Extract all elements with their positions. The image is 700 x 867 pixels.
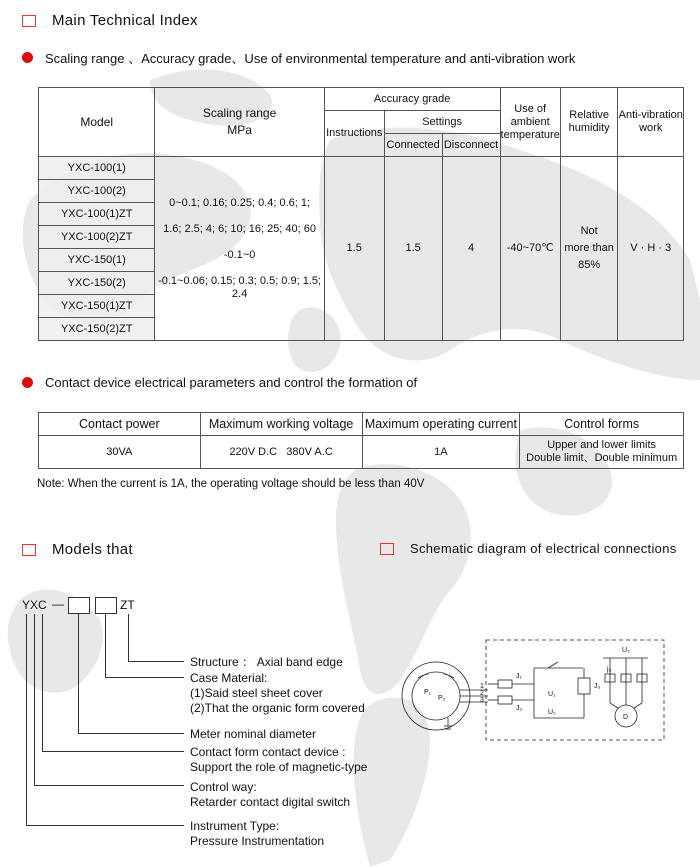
control-value — [520, 436, 684, 469]
desc-instrument — [190, 819, 324, 849]
desc-line: Instrument Type: — [190, 819, 280, 833]
label-d: D — [623, 714, 629, 721]
header-accuracy: Accuracy grade — [324, 88, 500, 111]
bullet-scaling — [22, 48, 575, 67]
desc-line: Support the role of magnetic-type — [190, 760, 368, 774]
header-vibration: Anti-vibration work — [618, 88, 684, 157]
red-dot-icon — [22, 52, 33, 63]
header-max-current: Maximum operating current — [362, 413, 520, 436]
model-cell: YXC-100(2) — [39, 180, 155, 203]
desc-line: Contact form contact device : — [190, 745, 346, 759]
section-title: Models that — [52, 541, 133, 558]
instructions-value: 1.5 — [324, 157, 384, 341]
leader-line — [42, 614, 43, 752]
header-model: Model — [39, 88, 155, 157]
humidity-line: Not — [580, 225, 598, 237]
model-cell: YXC-100(1)ZT — [39, 203, 155, 226]
section-models — [22, 541, 133, 558]
code-box-material — [95, 597, 117, 614]
temperature-value: -40~70℃ — [500, 157, 560, 341]
model-cell: YXC-150(2) — [39, 272, 155, 295]
section-title: Schematic diagram of electrical connections — [410, 541, 677, 556]
code-dash: — — [52, 597, 64, 611]
label-u1: U₁ — [548, 691, 556, 698]
bullet-contact — [22, 375, 417, 390]
humidity-line: more than — [564, 242, 614, 254]
label-j2: J₂ — [516, 705, 523, 712]
leader-line — [34, 614, 35, 786]
schematic-enclosure — [486, 640, 664, 740]
header-max-voltage: Maximum working voltage — [200, 413, 362, 436]
relay-j1 — [498, 680, 512, 688]
control-line: Upper and lower limits — [547, 439, 657, 451]
leader-line — [78, 733, 184, 734]
desc-line: (2)That the organic form covered — [190, 701, 365, 715]
electrical-schematic — [398, 638, 668, 743]
desc-line: Control way: — [190, 780, 257, 794]
code-prefix: YXC — [22, 598, 47, 612]
label-j1: J₁ — [516, 673, 522, 680]
model-cell: YXC-150(1) — [39, 249, 155, 272]
range-line: 0~0.1; 0.16; 0.25; 0.4; 0.6; 1; — [169, 196, 311, 209]
leader-line — [105, 677, 184, 678]
desc-control — [190, 780, 350, 810]
desc-structure: Structure ： Axial band edge — [190, 655, 343, 669]
code-box-diameter — [68, 597, 90, 614]
bullet-text: Scaling range 、Accuracy grade、Use of environmental temperature and anti-vibration work — [45, 51, 576, 66]
label-u2: U₂ — [548, 709, 556, 716]
red-square-icon — [380, 543, 394, 555]
leader-line — [105, 614, 106, 678]
leader-line — [26, 825, 184, 826]
header-scaling — [155, 88, 324, 157]
model-cell: YXC-150(2)ZT — [39, 318, 155, 341]
label-n2: 2 — [480, 690, 484, 697]
leader-line — [42, 751, 184, 752]
model-cell: YXC-100(1) — [39, 157, 155, 180]
range-line: -0.1~0.06; 0.15; 0.3; 0.5; 0.9; 1.5; 2.4 — [158, 274, 322, 300]
label-j3: J₃ — [594, 683, 601, 690]
leader-line — [128, 661, 184, 662]
section-schematic — [380, 541, 677, 556]
header-settings: Settings — [384, 111, 500, 134]
header-control-forms: Control forms — [520, 413, 684, 436]
model-cell: YXC-150(1)ZT — [39, 295, 155, 318]
desc-line: Retarder contact digital switch — [190, 795, 351, 809]
section-main-index — [22, 12, 198, 29]
label-p1: P₁ — [424, 689, 432, 696]
label-n3: 3 — [480, 697, 484, 704]
bullet-text: Contact device electrical parameters and control the formation of — [45, 375, 418, 390]
range-line: 1.6; 2.5; 4; 6; 10; 16; 25; 40; 60 — [163, 222, 317, 235]
red-dot-icon — [22, 377, 33, 388]
model-cell: YXC-100(2)ZT — [39, 226, 155, 249]
header-humidity: Relative humidity — [560, 88, 618, 157]
vibration-value: V · H · 3 — [618, 157, 684, 341]
relay-j3 — [578, 678, 590, 694]
header-scaling-label: Scaling range — [202, 106, 277, 120]
disconnect-value: 4 — [442, 157, 500, 341]
contact-parameters-table — [38, 412, 684, 469]
desc-line: Case Material: — [190, 671, 268, 685]
header-connected: Connected — [384, 134, 442, 157]
label-u3: U₃ — [622, 647, 630, 654]
header-contact-power: Contact power — [39, 413, 201, 436]
leader-line — [26, 614, 27, 826]
control-line: Double limit、Double minimum — [526, 452, 678, 464]
scaling-range-cell — [155, 157, 324, 341]
header-temperature: Use of ambient temperature — [500, 88, 560, 157]
header-instructions: Instructions — [324, 111, 384, 157]
desc-line: (1)Said steel sheet cover — [190, 686, 323, 700]
range-line: -0.1~0 — [223, 248, 256, 261]
current-value: 1A — [362, 436, 520, 469]
connected-value: 1.5 — [384, 157, 442, 341]
relay-j2 — [498, 696, 512, 704]
power-value: 30VA — [39, 436, 201, 469]
desc-case — [190, 671, 365, 716]
humidity-value — [560, 157, 618, 341]
desc-contact — [190, 745, 367, 775]
leader-line — [78, 614, 79, 734]
note-text: Note: When the current is 1A, the operating voltage should be less than 40V — [37, 478, 425, 490]
technical-index-table — [38, 87, 684, 341]
label-j3b: j₃ — [607, 666, 612, 673]
header-disconnect: Disconnect — [442, 134, 500, 157]
label-p2: P₂ — [438, 695, 446, 702]
section-title: Main Technical Index — [52, 12, 198, 29]
label-n1: 1 — [480, 683, 484, 690]
desc-line: Pressure Instrumentation — [190, 834, 325, 848]
red-square-icon — [22, 15, 36, 27]
header-scaling-unit: MPa — [227, 123, 252, 137]
desc-diameter: Meter nominal diameter — [190, 727, 317, 741]
code-suffix: ZT — [120, 598, 135, 612]
gauge-inner — [412, 672, 460, 720]
leader-line — [128, 614, 129, 662]
voltage-value: 220V D.C 380V A.C — [200, 436, 362, 469]
leader-line — [34, 785, 184, 786]
humidity-line: 85% — [578, 259, 601, 271]
red-square-icon — [22, 544, 36, 556]
